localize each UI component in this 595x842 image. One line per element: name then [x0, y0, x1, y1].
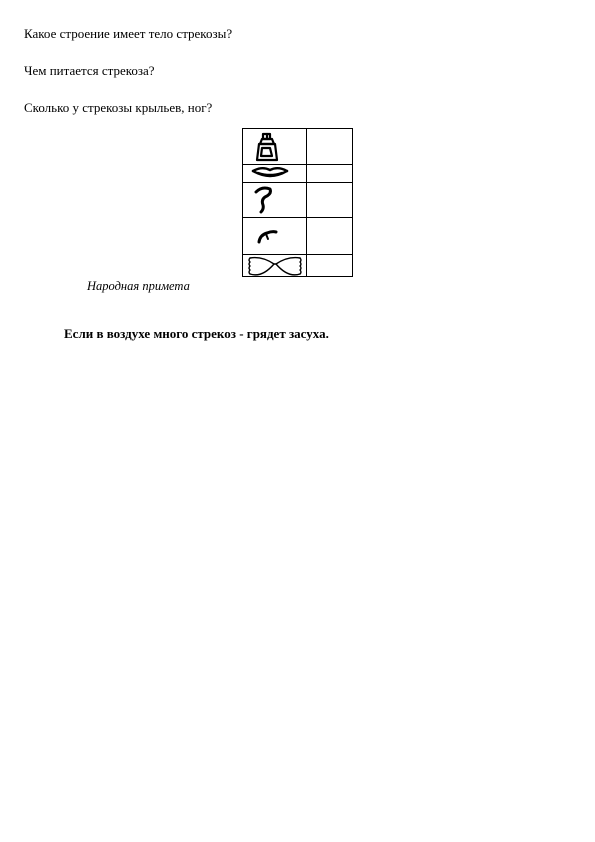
- question-wings-legs: Сколько у стрекозы крыльев, ног?: [24, 100, 213, 115]
- wings-icon: [246, 256, 304, 276]
- folk-sign-text: Если в воздухе много стрекоз - грядет засуха.: [64, 326, 329, 341]
- question-body-structure: Какое строение имеет тело стрекозы?: [24, 26, 233, 41]
- question-hook-icon: [252, 185, 276, 215]
- folk-sign-caption: Народная примета: [87, 279, 190, 293]
- jar-icon: [252, 131, 282, 163]
- symbol-table: [242, 128, 354, 278]
- question-food: Чем питается стрекоза?: [24, 63, 155, 78]
- lips-icon: [250, 165, 290, 181]
- comma-stroke-icon: [254, 225, 280, 247]
